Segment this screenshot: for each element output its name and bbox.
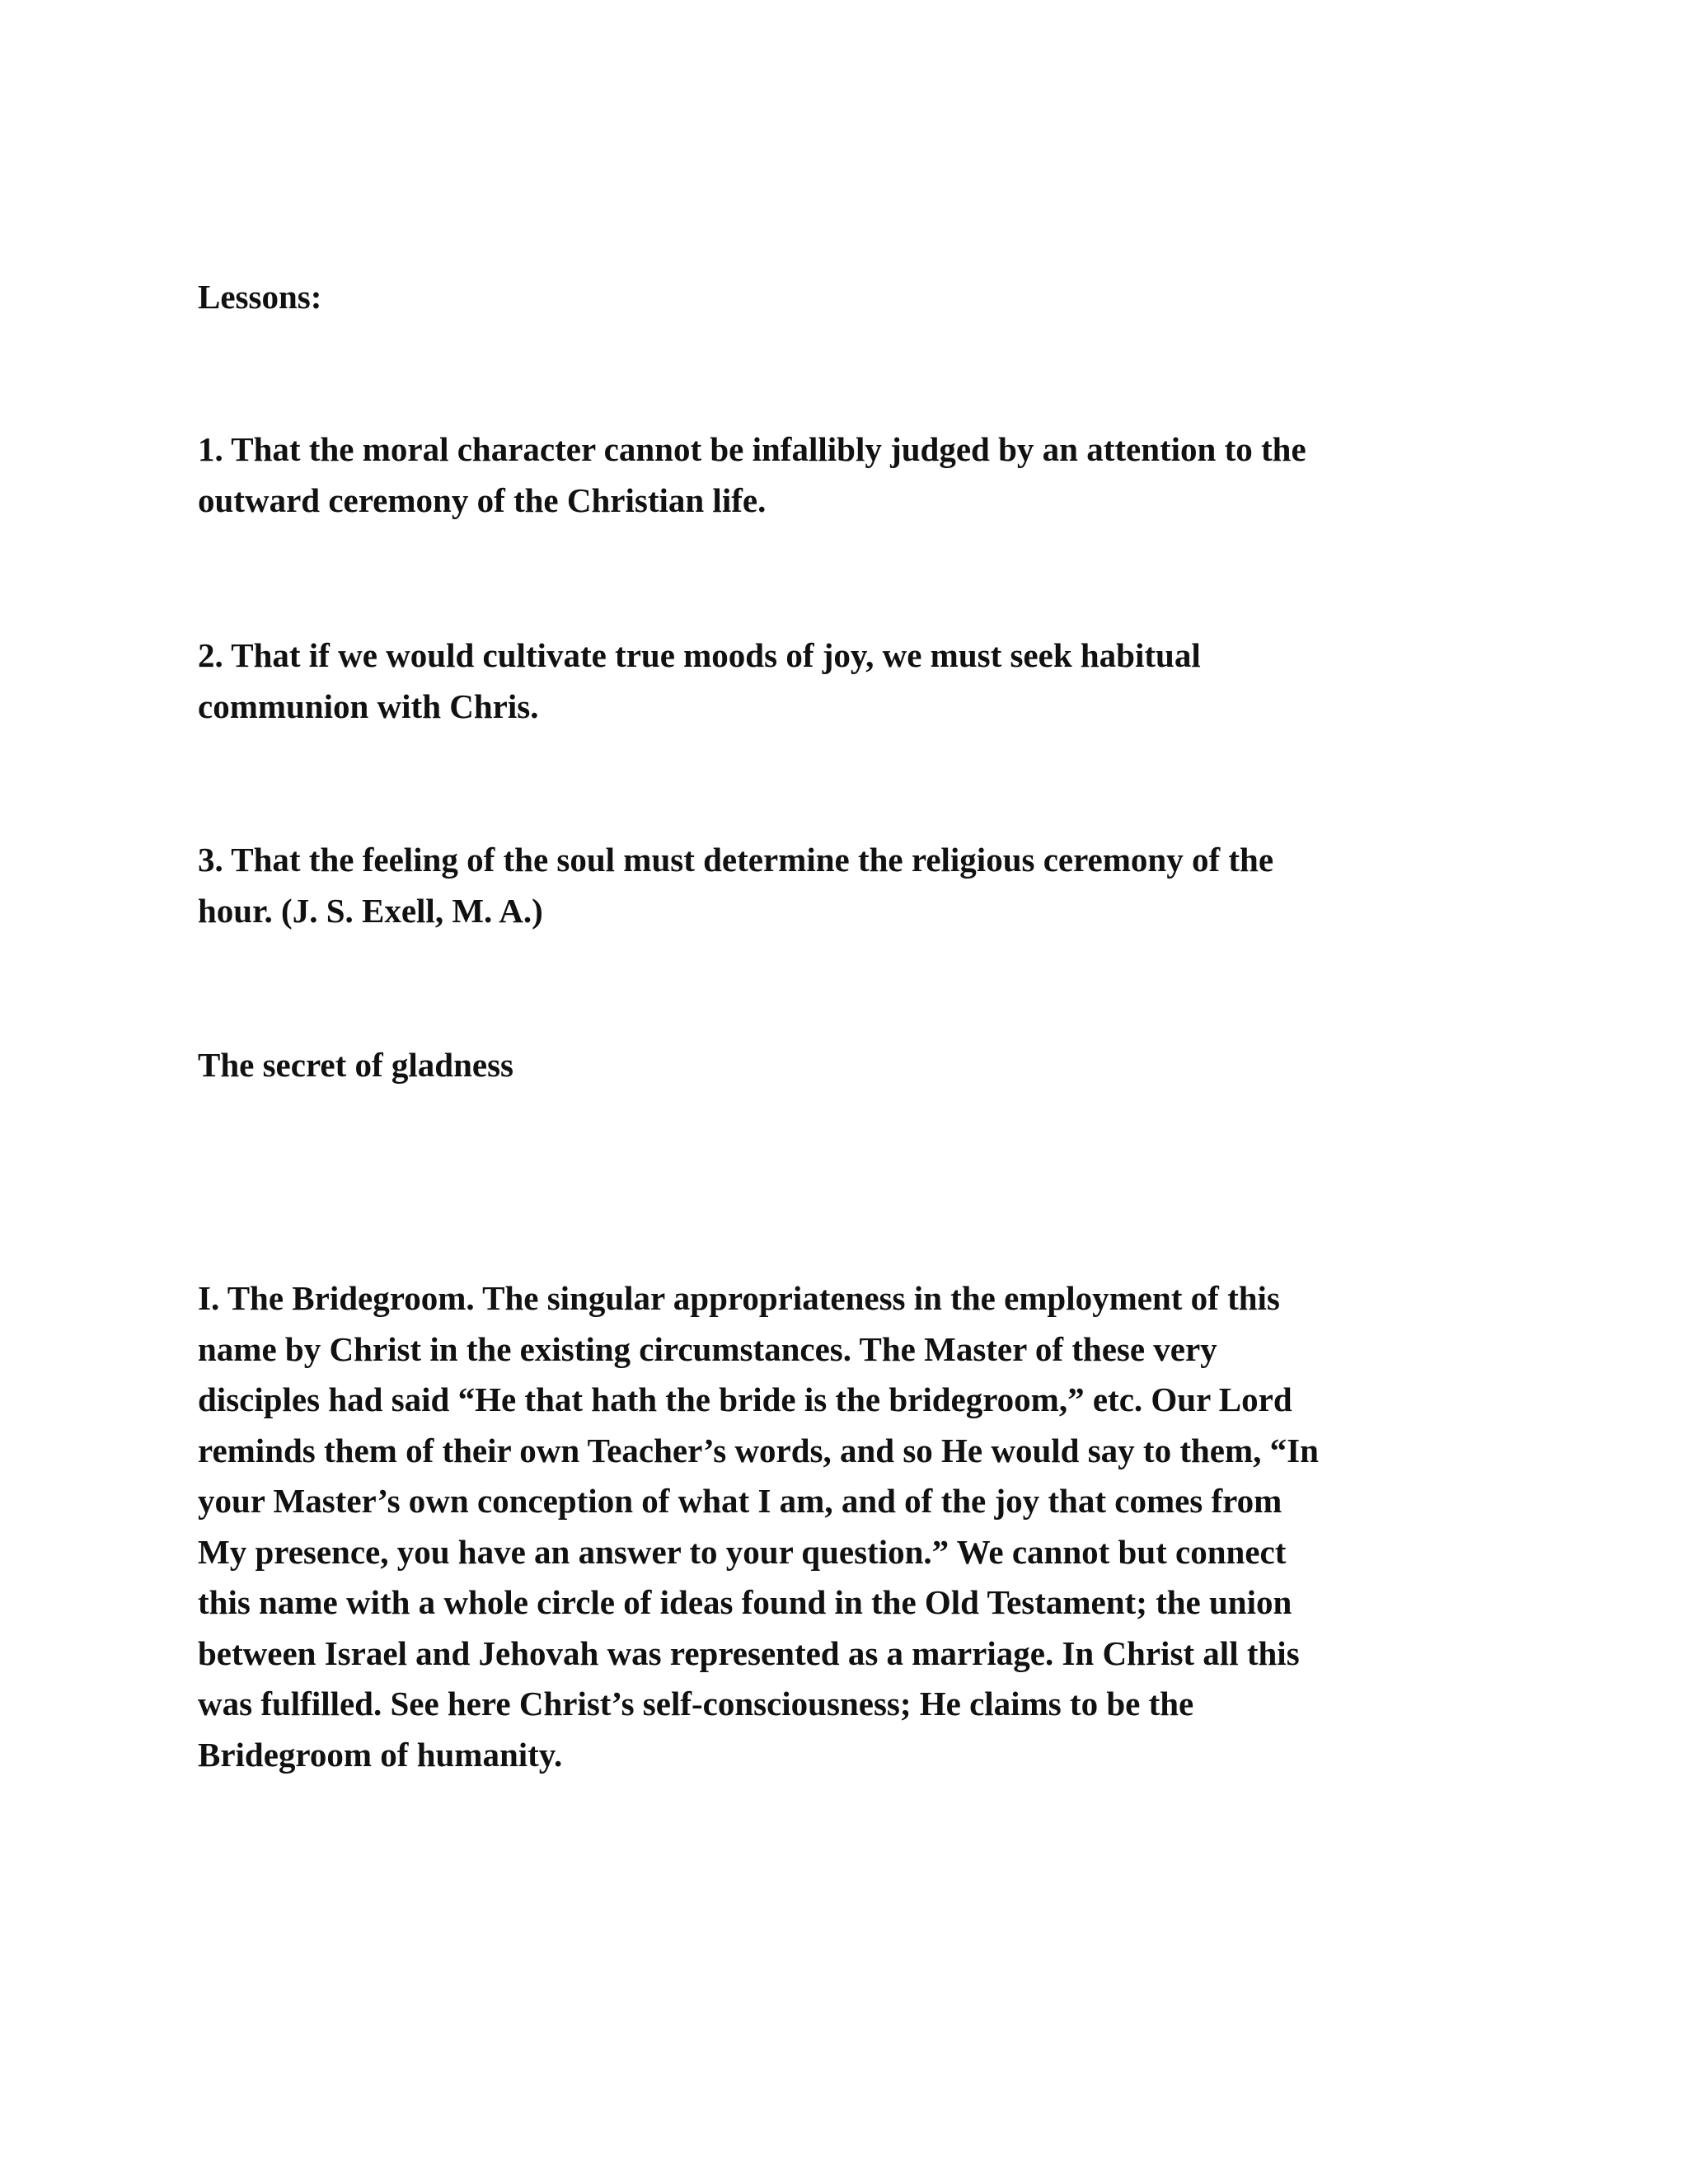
paragraph-line: reminds them of their own Teacher’s words, and so He would say to them, “In <box>198 1431 1319 1469</box>
section-title-text: The secret of gladness <box>198 1046 514 1084</box>
lesson-1-line-2: outward ceremony of the Christian life. <box>198 480 767 519</box>
lessons-heading-text: Lessons: <box>198 278 322 316</box>
paragraph-line: Bridegroom of humanity. <box>198 1735 563 1774</box>
lesson-3-line-2: hour. (J. S. Exell, M. A.) <box>198 891 543 930</box>
paragraph-line: I. The Bridegroom. The singular appropriateness in the employment of this <box>198 1279 1280 1317</box>
lesson-2-line-1: 2. That if we would cultivate true moods of joy, we must seek habitual <box>198 636 1201 674</box>
lesson-item-1 <box>198 424 1500 526</box>
paragraph-line: name by Christ in the existing circumstances. The Master of these very <box>198 1329 1217 1368</box>
paragraph-line: this name with a whole circle of ideas found in the Old Testament; the union <box>198 1583 1292 1621</box>
lessons-heading <box>198 272 1500 323</box>
paragraph-line: between Israel and Jehovah was represented as a marriage. In Christ all this <box>198 1633 1300 1672</box>
lesson-item-2 <box>198 630 1500 732</box>
paragraph-line: My presence, you have an answer to your question.” We cannot but connect <box>198 1532 1287 1571</box>
body-paragraph <box>198 1273 1500 1780</box>
paragraph-line: disciples had said “He that hath the bride is the bridegroom,” etc. Our Lord <box>198 1380 1292 1418</box>
paragraph-line: your Master’s own conception of what I am, and of the joy that comes from <box>198 1482 1282 1520</box>
lesson-2-line-2: communion with Chris. <box>198 687 539 725</box>
lesson-1-line-1: 1. That the moral character cannot be infallibly judged by an attention to the <box>198 430 1306 468</box>
paragraph-line: was fulfilled. See here Christ’s self-consciousness; He claims to be the <box>198 1685 1194 1722</box>
section-title <box>198 1040 1500 1091</box>
lesson-3-line-1: 3. That the feeling of the soul must determine the religious ceremony of the <box>198 841 1274 879</box>
lesson-item-3 <box>198 835 1500 936</box>
